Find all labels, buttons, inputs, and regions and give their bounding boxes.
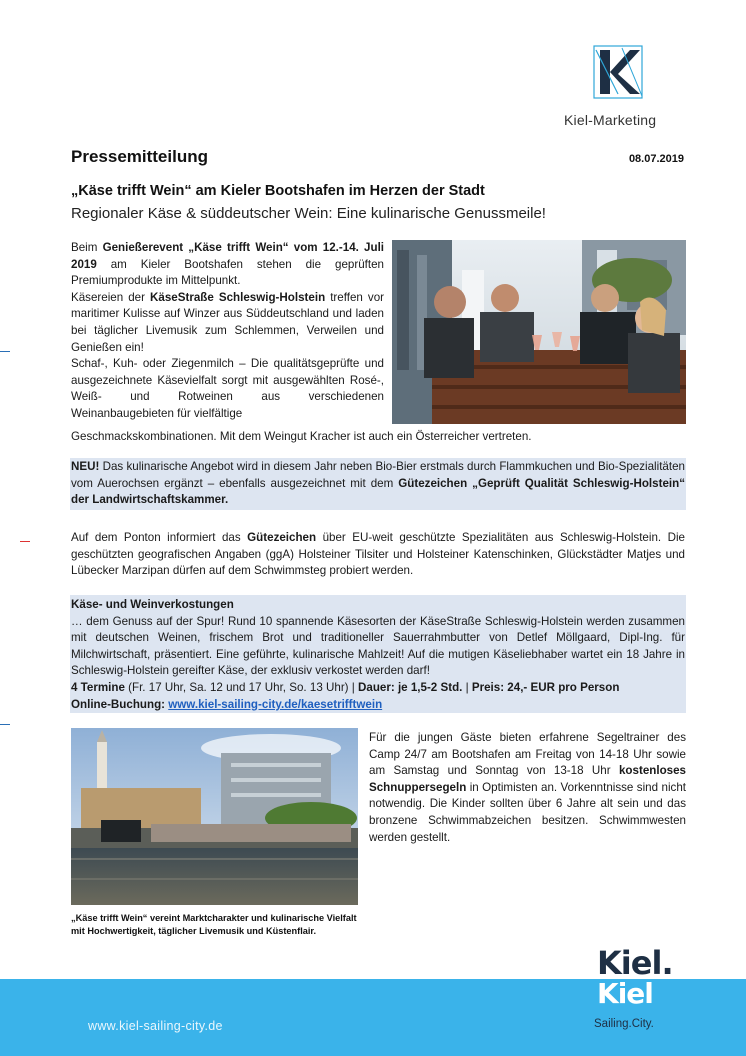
punch-mark <box>20 541 30 542</box>
kiel-marketing-logo <box>564 44 682 134</box>
event-photo-toast <box>392 240 686 424</box>
footer-url: www.kiel-sailing-city.de <box>88 1019 223 1033</box>
fold-mark-top <box>0 351 10 352</box>
release-date: 08.07.2019 <box>628 153 684 165</box>
intro-paragraph: Beim Genießerevent „Käse trifft Wein“ vom 12.-14. Juli 2019 am Kieler Bootshafen stehen die geprüften Premiumprodukte im Mittelpunkt. Käsereien der KäseStraße Schleswig-Holstein treffen vor maritimer Kulisse auf Winzer aus Süddeutschland und laden bei täglicher Livemusik zum Schlemmen, Verweilen und Genießen ein! Schaf-, Kuh- oder Ziegenmilch – Die qualitätsgeprüfte und ausgezeichnete Käsevielfalt sorgt mit ausgewählten Rosé-, Weiß- und Rotweinen aus verschiedenen Weinanbaugebieten für vielfältige <box>71 241 385 420</box>
page-title: Pressemitteilung <box>71 147 208 166</box>
kiel-wordmark-mirror: Ki͏el <box>597 977 653 1010</box>
logo-label: Kiel-Marketing <box>564 112 657 128</box>
kiel-tagline: Sailing.City. <box>594 1018 654 1030</box>
ponton-paragraph: Auf dem Ponton informiert das Gütezeichen über EU-weit geschützte Spezialitäten aus Schleswig-Holstein. Die geschützten geografischen Angaben (ggA) Holsteiner Tilsiter und Holsteiner Katenschinken, Glückstädter Matjes und Lübecker Marzipan dürfen auf dem Schwimmsteg probiert werden. <box>71 531 685 578</box>
tasting-heading: Käse- und Weinverkostungen <box>71 598 234 611</box>
fold-mark-bottom <box>0 724 10 725</box>
event-photo-harbour <box>71 728 358 905</box>
neu-paragraph: NEU! Das kulinarische Angebot wird in diesem Jahr neben Bio-Bier erstmals durch Flammkuchen und Bio-Spezialitäten vom Auerochsen ergänzt – ebenfalls ausgezeichnet mit dem Gütezeichen „Geprüft Qualität Schleswig-Holstein“ der Landwirtschaftskammer. <box>71 460 685 507</box>
kiel-sailing-city-logo <box>590 944 690 1034</box>
intro-paragraph-tail: Geschmackskombinationen. Mit dem Weingut Kracher ist auch ein Österreicher vertreten. <box>71 430 532 443</box>
tasting-section: Käse- und Weinverkostungen … dem Genuss auf der Spur! Rund 10 spannende Käsesorten der KäseStraße Schleswig-Holstein werden zusammen mit deutschen Weinen, frischem Brot und traditioneller Sauerrahmbutter von Detlef Möllgaard, Dipl-Ing. für Milchwirtschaft, präsentiert. Eine geführte, kulinarische Mahlzeit! Auf die mutigen Käseliebhaber wartet ein 18 Jahre in Schleswig-Holstein gereifter Käse, der exklusiv verkostet werden darf! 4 Termine (Fr. 17 Uhr, Sa. 12 und 17 Uhr, So. 13 Uhr) | Dauer: je 1,5-2 Std. | Preis: 24,- EUR pro Person Online-Buchung: www.kiel-sailing-city.de/kaesetrifftwein <box>71 598 685 711</box>
booking-link[interactable]: www.kiel-sailing-city.de/kaesetrifftwein <box>168 697 383 711</box>
headline: „Käse trifft Wein“ am Kieler Bootshafen im Herzen der Stadt <box>71 183 485 199</box>
camp-paragraph: Für die jungen Gäste bieten erfahrene Segeltrainer des Camp 24/7 am Bootshafen am Freitag von 14-18 Uhr sowie am Samstag und Sonntag von 13-18 Uhr kostenloses Schnuppersegeln in Optimisten an. Vorkenntnisse sind nicht notwendig. Die Kinder sollten über 6 Jahre alt sein und das bronzene Schwimmabzeichen besitzen. Schwimmwesten werden gestellt. <box>369 731 686 844</box>
kiel-wordmark: Kiel. <box>597 944 673 982</box>
photo-caption: „Käse trifft Wein“ vereint Marktcharakter und kulinarische Vielfalt mit Hochwertigkeit, täglicher Livemusik und Küstenflair. <box>71 913 357 936</box>
kiel-k-icon <box>592 44 644 100</box>
subheadline: Regionaler Käse & süddeutscher Wein: Eine kulinarische Genussmeile! <box>71 205 546 222</box>
